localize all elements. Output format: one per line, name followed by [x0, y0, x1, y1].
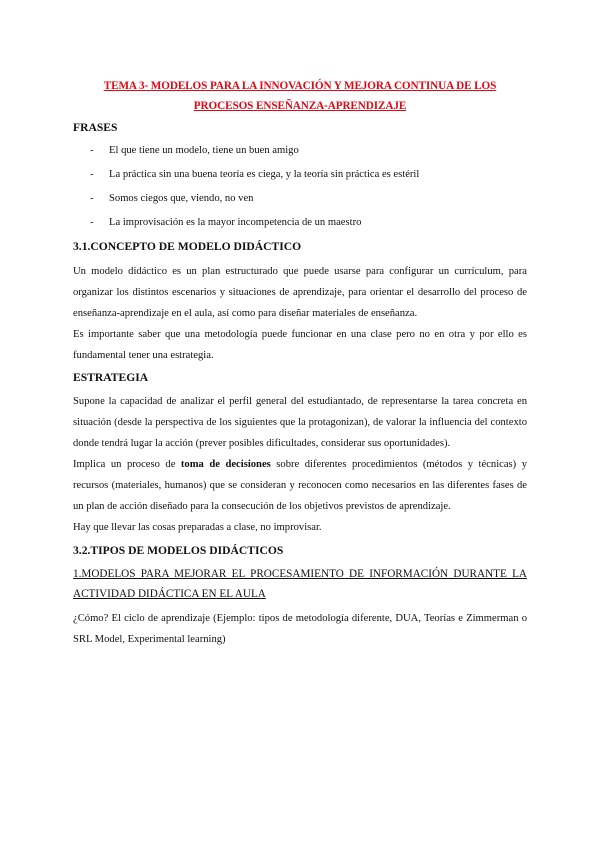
list-item-text: Somos ciegos que, viendo, no ven — [109, 193, 254, 204]
bold-text-run: toma de decisiones — [180, 459, 271, 470]
list-item — [73, 167, 527, 191]
list-item-text: La práctica sin una buena teoría es ciega, y la teoría sin práctica es estéril — [109, 169, 420, 180]
paragraph-toma-decisiones — [73, 454, 527, 518]
dash-bullet: - — [90, 193, 94, 204]
list-item — [73, 191, 527, 215]
list-item — [73, 215, 527, 239]
paragraph-como: ¿Cómo? El ciclo de aprendizaje (Ejemplo: tipos de metodología diferente, DUA, Teorías e Zimmerman o SRL Model, Experimental learning) — [73, 613, 527, 646]
estrategia-heading: ESTRATEGIA — [73, 371, 149, 384]
frases-heading: FRASES — [73, 121, 118, 134]
list-item-text: La improvisación es la mayor incompetencia de un maestro — [109, 217, 362, 228]
title-line-2: PROCESOS ENSEÑANZA-APRENDIZAJE — [193, 100, 407, 112]
paragraph-metodologia: Es importante saber que una metodología puede funcionar en una clase pero no en otra y por ello es fundamental tener una estrategia. — [73, 329, 527, 362]
subheading-modelos-procesamiento: 1.MODELOS PARA MEJORAR EL PROCESAMIENTO DE INFORMACIÓN DURANTE LA ACTIVIDAD DIDÁCTICA EN EL AULA — [73, 568, 527, 600]
section-heading-tipos: 3.2.TIPOS DE MODELOS DIDÁCTICOS — [73, 544, 284, 557]
section-heading-concepto: 3.1.CONCEPTO DE MODELO DIDÁCTICO — [73, 240, 302, 253]
dash-bullet: - — [90, 217, 94, 228]
document-title — [73, 76, 527, 116]
list-item — [73, 143, 527, 167]
frases-list — [73, 143, 527, 239]
paragraph-estrategia: Supone la capacidad de analizar el perfil general del estudiantado, de representarse la tarea concreta en situación (desde la perspectiva de los siguientes que la protagonizan), de valorar la influencia del contexto donde tendrá lugar la acción (prever posibles dificultades, considerar sus oportunidades). — [73, 396, 527, 450]
text-run: sobre diferentes procedimientos (métodos y técnicas) y recursos (materiales, humanos) que se consideran y reconocen como necesarios en las diferentes fases de un plan de acción diseñado para la consecución de los objetivos previstos de aprendizaje. — [73, 459, 527, 513]
list-item-text: El que tiene un modelo, tiene un buen amigo — [109, 145, 299, 156]
dash-bullet: - — [90, 145, 94, 156]
dash-bullet: - — [90, 169, 94, 180]
paragraph-modelo-didactico: Un modelo didáctico es un plan estructurado que puede usarse para configurar un currículum, para organizar los distintos escenarios y situaciones de aprendizaje, para orientar el desarrollo del proceso de enseñanza-aprendizaje en el aula, así como para diseñar materiales de enseñanza. — [73, 266, 527, 320]
paragraph-preparadas: Hay que llevar las cosas preparadas a clase, no improvisar. — [73, 522, 322, 533]
text-run: Implica un proceso de — [73, 459, 181, 470]
title-line-1: TEMA 3- MODELOS PARA LA INNOVACIÓN Y MEJORA CONTINUA DE LOS — [103, 80, 497, 92]
